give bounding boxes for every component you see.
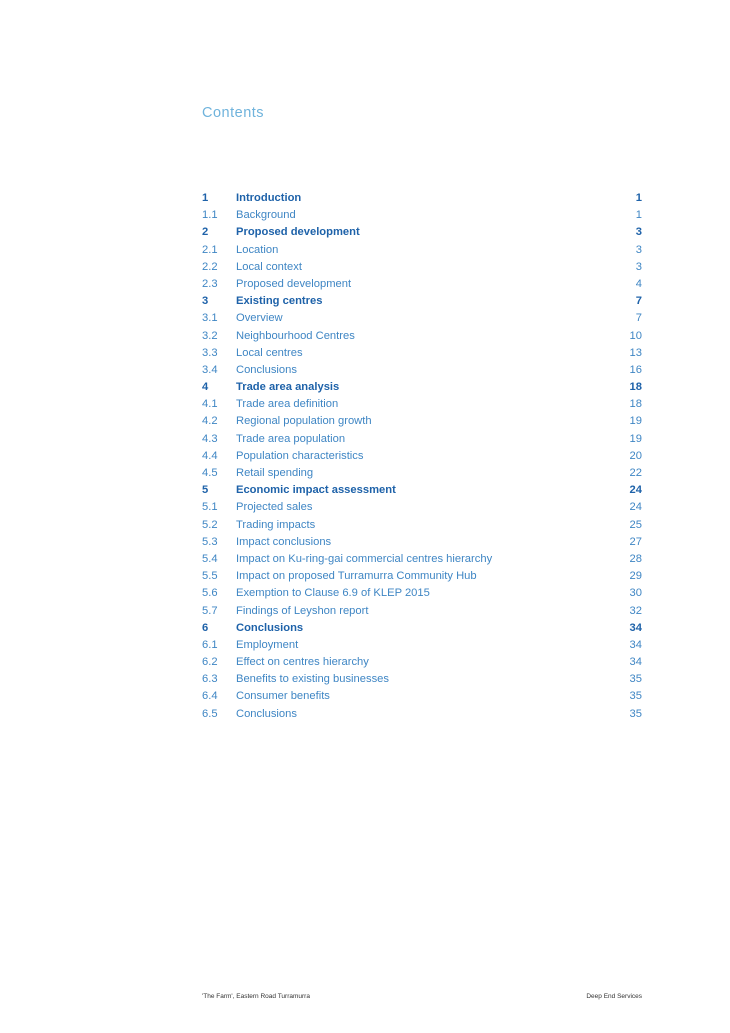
toc-chapter-entry[interactable] [202,224,642,241]
toc-entry-title: Population characteristics [236,449,364,462]
toc-entry-page-number: 35 [629,673,642,686]
toc-entry-page-number: 1 [635,209,642,222]
toc-entry-page-number: 7 [635,295,642,308]
toc-entry-number: 2.3 [202,277,218,290]
toc-section-entry[interactable] [202,568,642,585]
toc-entry-number: 2.1 [202,243,218,256]
toc-section-entry[interactable] [202,259,642,276]
toc-entry-number: 4.3 [202,432,218,445]
toc-entry-title: Benefits to existing businesses [236,673,389,686]
toc-entry-title: Conclusions [236,707,297,720]
toc-section-entry[interactable] [202,499,642,516]
toc-entry-page-number: 20 [629,449,642,462]
toc-entry-page-number: 22 [629,467,642,479]
toc-chapter-entry[interactable] [202,293,642,310]
toc-section-entry[interactable] [202,413,642,430]
toc-entry-number: 3.1 [202,312,218,325]
toc-entry-title: Findings of Leyshon report [236,604,369,617]
toc-entry-number: 1 [202,192,209,204]
toc-section-entry[interactable] [202,551,642,568]
toc-entry-page-number: 3 [635,226,642,239]
toc-entry-page-number: 35 [629,707,642,720]
toc-section-entry[interactable] [202,465,642,482]
toc-entry-number: 6.1 [202,638,218,651]
toc-entry-number: 4.4 [202,449,218,462]
toc-entry-number: 2 [202,226,209,239]
toc-entry-number: 4 [202,381,209,394]
toc-entry-page-number: 7 [635,312,642,325]
toc-section-entry[interactable] [202,585,642,602]
footer-document-title: 'The Farm', Eastern Road Turramurra [202,993,310,1000]
toc-entry-page-number: 28 [629,552,642,565]
toc-section-entry[interactable] [202,362,642,379]
toc-entry-number: 6.3 [202,673,218,686]
toc-entry-title: Proposed development [236,277,352,290]
toc-entry-number: 5.3 [202,535,218,548]
toc-entry-number: 5 [202,484,209,497]
toc-entry-title: Exemption to Clause 6.9 of KLEP 2015 [236,587,430,600]
toc-entry-title: Projected sales [236,501,313,514]
toc-entry-number: 4.1 [202,398,218,411]
toc-entry-page-number: 10 [629,329,642,342]
toc-section-entry[interactable] [202,396,642,413]
toc-entry-title: Location [236,243,279,256]
toc-section-entry[interactable] [202,207,642,224]
toc-section-entry[interactable] [202,534,642,551]
toc-entry-title: Trade area definition [236,398,339,411]
toc-section-entry[interactable] [202,328,642,345]
toc-entry-title: Overview [236,312,283,325]
toc-entry-number: 3.3 [202,346,218,359]
toc-entry-title: Neighbourhood Centres [236,329,355,342]
toc-section-entry[interactable] [202,431,642,448]
toc-entry-page-number: 24 [629,501,642,514]
toc-entry-title: Impact on proposed Turramurra Community Hub [236,570,477,583]
toc-entry-page-number: 34 [629,621,642,634]
toc-entry-page-number: 35 [629,690,642,703]
toc-section-entry[interactable] [202,276,642,293]
toc-section-entry[interactable] [202,706,642,723]
toc-entry-page-number: 29 [629,570,642,583]
toc-entry-page-number: 24 [629,484,642,497]
toc-section-entry[interactable] [202,310,642,327]
toc-entry-number: 4.5 [202,467,218,479]
toc-entry-number: 5.2 [202,518,218,531]
toc-entry-page-number: 3 [635,260,642,273]
toc-entry-page-number: 19 [629,415,642,428]
toc-entry-title: Existing centres [236,295,323,308]
toc-entry-title: Consumer benefits [236,690,330,703]
toc-section-entry[interactable] [202,517,642,534]
toc-entry-number: 5.4 [202,552,218,565]
toc-entry-number: 6.4 [202,690,218,703]
toc-entry-number: 6.2 [202,656,218,669]
toc-entry-title: Trading impacts [236,518,316,531]
toc-entry-page-number: 25 [629,518,642,531]
toc-entry-page-number: 18 [629,381,642,394]
toc-entry-number: 3.2 [202,329,218,342]
toc-entry-page-number: 19 [629,432,642,445]
toc-chapter-entry[interactable] [202,379,642,396]
toc-entry-page-number: 34 [629,638,642,651]
toc-entry-title: Regional population growth [236,415,372,428]
toc-entry-page-number: 4 [635,277,642,290]
toc-entry-number: 5.7 [202,604,218,617]
toc-entry-number: 3 [202,295,209,308]
toc-entry-title: Background [236,209,296,222]
toc-entry-number: 5.5 [202,570,218,583]
toc-chapter-entry[interactable] [202,482,642,499]
toc-entry-page-number: 18 [629,398,642,411]
toc-section-entry[interactable] [202,654,642,671]
toc-entry-number: 6 [202,621,209,634]
toc-entry-number: 5.1 [202,501,218,514]
toc-entry-title: Impact on Ku-ring-gai commercial centres hierarchy [236,552,493,565]
toc-entry-title: Impact conclusions [236,535,332,548]
toc-entry-page-number: 1 [635,192,642,204]
toc-entry-title: Trade area analysis [236,381,340,394]
toc-entry-title: Retail spending [236,467,314,479]
toc-section-entry[interactable] [202,671,642,688]
toc-entry-page-number: 3 [635,243,642,256]
toc-entry-number: 5.6 [202,587,218,600]
table-of-contents [202,190,642,723]
toc-chapter-entry[interactable] [202,190,642,207]
page-title: Contents [202,104,265,121]
toc-entry-title: Economic impact assessment [236,484,396,497]
toc-entry-title: Effect on centres hierarchy [236,656,369,669]
toc-section-entry[interactable] [202,345,642,362]
toc-entry-page-number: 32 [629,604,642,617]
toc-section-entry[interactable] [202,637,642,654]
toc-entry-page-number: 16 [629,363,642,376]
toc-entry-title: Employment [236,638,299,651]
toc-section-entry[interactable] [202,448,642,465]
toc-section-entry[interactable] [202,688,642,705]
toc-entry-title: Conclusions [236,363,297,376]
toc-entry-title: Introduction [236,192,302,204]
toc-entry-title: Proposed development [236,226,360,239]
toc-entry-page-number: 34 [629,656,642,669]
toc-entry-number: 1.1 [202,209,218,222]
toc-entry-page-number: 27 [629,535,642,548]
toc-entry-title: Local context [236,260,302,273]
footer-company-name: Deep End Services [586,993,642,1000]
toc-entry-number: 3.4 [202,363,218,376]
toc-entry-title: Conclusions [236,621,304,634]
toc-entry-number: 6.5 [202,707,218,720]
toc-entry-page-number: 13 [629,346,642,359]
toc-entry-number: 2.2 [202,260,218,273]
toc-entry-title: Local centres [236,346,303,359]
toc-section-entry[interactable] [202,242,642,259]
toc-entry-title: Trade area population [236,432,346,445]
toc-entry-number: 4.2 [202,415,218,428]
toc-section-entry[interactable] [202,603,642,620]
toc-chapter-entry[interactable] [202,620,642,637]
toc-entry-page-number: 30 [629,587,642,600]
